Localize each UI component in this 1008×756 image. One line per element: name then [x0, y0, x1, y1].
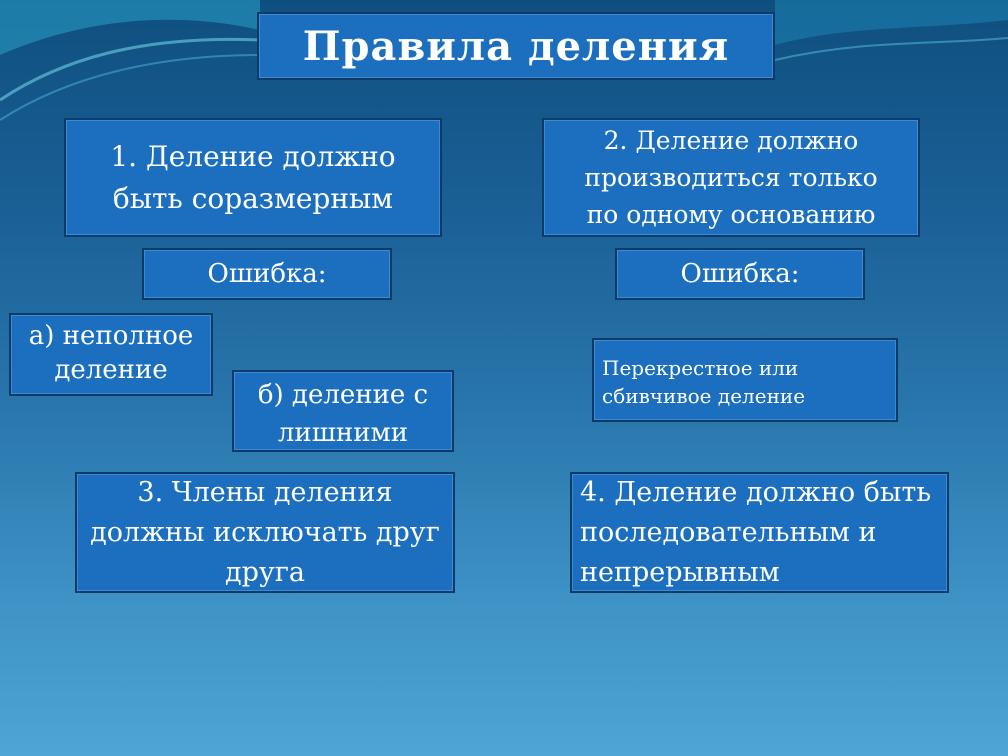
rule-1-box: 1. Деление должно быть соразмерным: [64, 118, 442, 237]
slide-title: Правила деления: [257, 12, 775, 80]
error-label-left: Ошибка:: [142, 248, 392, 300]
rule-3-box: 3. Члены деления должны исключать друг друга: [75, 472, 455, 593]
error-label-right: Ошибка:: [615, 248, 865, 300]
error-b-box: б) деление с лишними: [232, 370, 454, 452]
rule-4-box: 4. Деление должно быть последовательным и непрерывным: [570, 472, 949, 593]
error-cross-box: Перекрестное или сбивчивое деление: [592, 338, 898, 422]
error-a-box: а) неполное деление: [9, 313, 213, 396]
rule-2-box: 2. Деление должно производиться только по одному основанию: [542, 118, 920, 237]
